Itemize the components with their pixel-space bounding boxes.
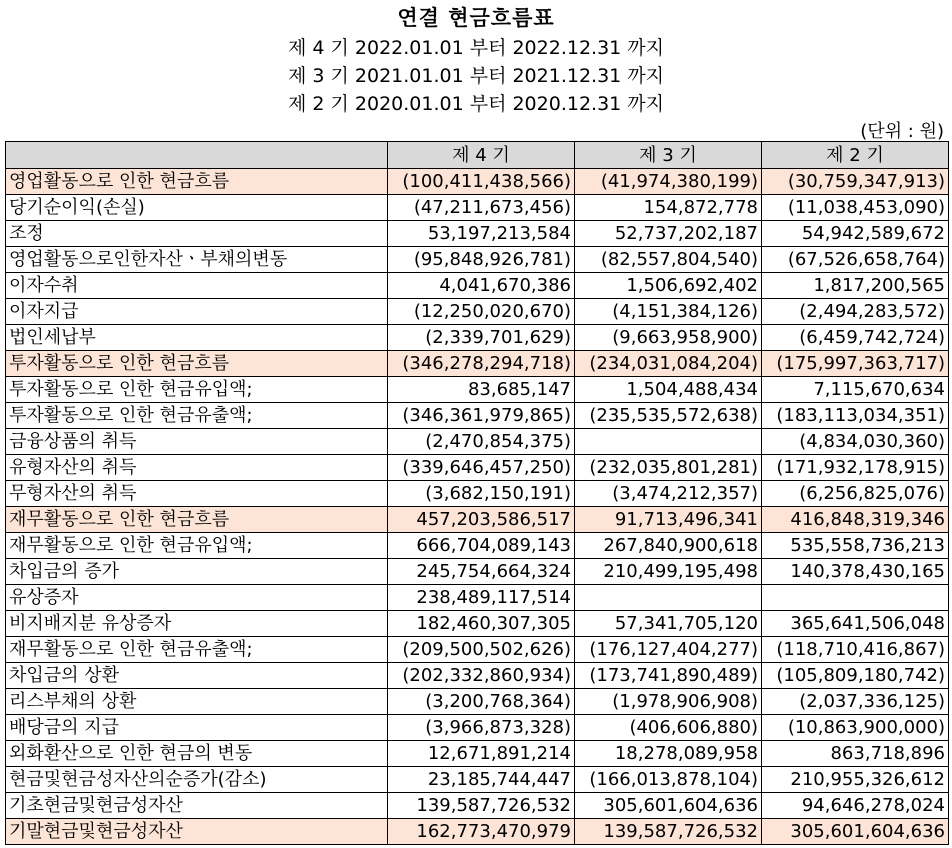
table-row (6, 637, 949, 663)
table-row (6, 481, 949, 507)
value-period-4: 182,460,307,305 (388, 611, 575, 637)
value-period-3: 91,713,496,341 (575, 507, 762, 533)
value-period-2: (105,809,180,742) (762, 663, 949, 689)
value-period-3: (3,474,212,357) (575, 481, 762, 507)
value-period-3: (1,978,906,908) (575, 689, 762, 715)
value-period-2: 54,942,589,672 (762, 221, 949, 247)
value-period-4: 23,185,744,447 (388, 767, 575, 793)
header-period-4: 제 4 기 (388, 142, 575, 169)
value-period-4: (346,361,979,865) (388, 403, 575, 429)
value-period-3: (234,031,084,204) (575, 351, 762, 377)
row-label: 영업활동으로인한자산ㆍ부채의변동 (6, 247, 388, 273)
value-period-3: (176,127,404,277) (575, 637, 762, 663)
header-period-2: 제 2 기 (762, 142, 949, 169)
value-period-2: 863,718,896 (762, 741, 949, 767)
value-period-4: 12,671,891,214 (388, 741, 575, 767)
unit-label: (단위 : 원) (860, 121, 944, 142)
value-period-3: (173,741,890,489) (575, 663, 762, 689)
value-period-2: (30,759,347,913) (762, 169, 949, 195)
row-label: 유형자산의 취득 (6, 455, 388, 481)
value-period-3: 1,506,692,402 (575, 273, 762, 299)
value-period-2: 1,817,200,565 (762, 273, 949, 299)
table-row (6, 689, 949, 715)
value-period-4: (12,250,020,670) (388, 299, 575, 325)
value-period-2: 7,115,670,634 (762, 377, 949, 403)
value-period-3: 305,601,604,636 (575, 793, 762, 819)
header-period-3: 제 3 기 (575, 142, 762, 169)
value-period-4: (209,500,502,626) (388, 637, 575, 663)
value-period-3: 210,499,195,498 (575, 559, 762, 585)
row-label: 금융상품의 취득 (6, 429, 388, 455)
table-row (6, 767, 949, 793)
value-period-2: (118,710,416,867) (762, 637, 949, 663)
value-period-4: 238,489,117,514 (388, 585, 575, 611)
row-label: 배당금의 지급 (6, 715, 388, 741)
value-period-4: (339,646,457,250) (388, 455, 575, 481)
value-period-3: (4,151,384,126) (575, 299, 762, 325)
value-period-2: 305,601,604,636 (762, 819, 949, 845)
table-row (6, 221, 949, 247)
value-period-2: (183,113,034,351) (762, 403, 949, 429)
value-period-2: 94,646,278,024 (762, 793, 949, 819)
row-label: 유상증자 (6, 585, 388, 611)
value-period-3: (235,535,572,638) (575, 403, 762, 429)
value-period-4: 245,754,664,324 (388, 559, 575, 585)
table-row-section (6, 169, 949, 195)
value-period-4: 139,587,726,532 (388, 793, 575, 819)
value-period-4: (346,278,294,718) (388, 351, 575, 377)
value-period-2: (2,494,283,572) (762, 299, 949, 325)
row-label: 투자활동으로 인한 현금유입액; (6, 377, 388, 403)
table-row (6, 247, 949, 273)
value-period-2 (762, 585, 949, 611)
value-period-3: (9,663,958,900) (575, 325, 762, 351)
table-row (6, 533, 949, 559)
table-row (6, 403, 949, 429)
value-period-4: (3,682,150,191) (388, 481, 575, 507)
value-period-3: 1,504,488,434 (575, 377, 762, 403)
row-label: 무형자산의 취득 (6, 481, 388, 507)
value-period-4: (100,411,438,566) (388, 169, 575, 195)
value-period-3: 139,587,726,532 (575, 819, 762, 845)
value-period-4: (3,966,873,328) (388, 715, 575, 741)
table-row-section (6, 819, 949, 845)
row-label: 조정 (6, 221, 388, 247)
row-label: 기초현금및현금성자산 (6, 793, 388, 819)
value-period-2: (171,932,178,915) (762, 455, 949, 481)
table-row (6, 611, 949, 637)
row-label: 재무활동으로 인한 현금유출액; (6, 637, 388, 663)
table-row (6, 741, 949, 767)
statement-title: 연결 현금흐름표 (397, 6, 555, 30)
value-period-2: (2,037,336,125) (762, 689, 949, 715)
value-period-3: (166,013,878,104) (575, 767, 762, 793)
table-header-row (6, 142, 949, 169)
table-row (6, 585, 949, 611)
value-period-3 (575, 585, 762, 611)
row-label: 차입금의 증가 (6, 559, 388, 585)
table-row-section (6, 351, 949, 377)
header-label-column (6, 142, 388, 169)
value-period-2: (10,863,900,000) (762, 715, 949, 741)
row-label: 영업활동으로 인한 현금흐름 (6, 169, 388, 195)
value-period-2: 535,558,736,213 (762, 533, 949, 559)
value-period-4: (3,200,768,364) (388, 689, 575, 715)
row-label: 투자활동으로 인한 현금흐름 (6, 351, 388, 377)
value-period-4: (2,470,854,375) (388, 429, 575, 455)
value-period-4: 666,704,089,143 (388, 533, 575, 559)
value-period-4: 4,041,670,386 (388, 273, 575, 299)
table-row (6, 195, 949, 221)
row-label: 재무활동으로 인한 현금흐름 (6, 507, 388, 533)
value-period-2: (175,997,363,717) (762, 351, 949, 377)
value-period-3: 57,341,705,120 (575, 611, 762, 637)
value-period-3: 52,737,202,187 (575, 221, 762, 247)
value-period-2: 210,955,326,612 (762, 767, 949, 793)
row-label: 기말현금및현금성자산 (6, 819, 388, 845)
value-period-4: 457,203,586,517 (388, 507, 575, 533)
row-label: 이자수취 (6, 273, 388, 299)
value-period-2: 140,378,430,165 (762, 559, 949, 585)
value-period-3: 154,872,778 (575, 195, 762, 221)
period-line-3: 제 3 기 2021.01.01 부터 2021.12.31 까지 (287, 65, 665, 87)
table-row (6, 793, 949, 819)
table-row (6, 299, 949, 325)
table-row-section (6, 507, 949, 533)
table-row (6, 429, 949, 455)
period-line-2: 제 2 기 2020.01.01 부터 2020.12.31 까지 (287, 93, 665, 115)
table-row (6, 663, 949, 689)
period-line-4: 제 4 기 2022.01.01 부터 2022.12.31 까지 (287, 37, 665, 59)
row-label: 차입금의 상환 (6, 663, 388, 689)
row-label: 당기순이익(손실) (6, 195, 388, 221)
value-period-4: (47,211,673,456) (388, 195, 575, 221)
value-period-4: 53,197,213,584 (388, 221, 575, 247)
value-period-3: (406,606,880) (575, 715, 762, 741)
table-row (6, 377, 949, 403)
table-body (6, 169, 949, 845)
value-period-2: (6,256,825,076) (762, 481, 949, 507)
row-label: 외화환산으로 인한 현금의 변동 (6, 741, 388, 767)
value-period-3: (41,974,380,199) (575, 169, 762, 195)
value-period-2: 416,848,319,346 (762, 507, 949, 533)
value-period-3: (232,035,801,281) (575, 455, 762, 481)
row-label: 리스부채의 상환 (6, 689, 388, 715)
cash-flow-table (5, 141, 949, 845)
value-period-2: (4,834,030,360) (762, 429, 949, 455)
value-period-3 (575, 429, 762, 455)
table-row (6, 325, 949, 351)
value-period-2: 365,641,506,048 (762, 611, 949, 637)
value-period-2: (6,459,742,724) (762, 325, 949, 351)
value-period-2: (67,526,658,764) (762, 247, 949, 273)
row-label: 재무활동으로 인한 현금유입액; (6, 533, 388, 559)
row-label: 현금및현금성자산의순증가(감소) (6, 767, 388, 793)
row-label: 법인세납부 (6, 325, 388, 351)
value-period-2: (11,038,453,090) (762, 195, 949, 221)
row-label: 이자지급 (6, 299, 388, 325)
value-period-3: (82,557,804,540) (575, 247, 762, 273)
value-period-4: (202,332,860,934) (388, 663, 575, 689)
table-row (6, 273, 949, 299)
value-period-3: 18,278,089,958 (575, 741, 762, 767)
value-period-4: 162,773,470,979 (388, 819, 575, 845)
value-period-4: (95,848,926,781) (388, 247, 575, 273)
table-row (6, 559, 949, 585)
value-period-4: 83,685,147 (388, 377, 575, 403)
table-row (6, 455, 949, 481)
table-row (6, 715, 949, 741)
row-label: 비지배지분 유상증자 (6, 611, 388, 637)
value-period-3: 267,840,900,618 (575, 533, 762, 559)
row-label: 투자활동으로 인한 현금유출액; (6, 403, 388, 429)
value-period-4: (2,339,701,629) (388, 325, 575, 351)
